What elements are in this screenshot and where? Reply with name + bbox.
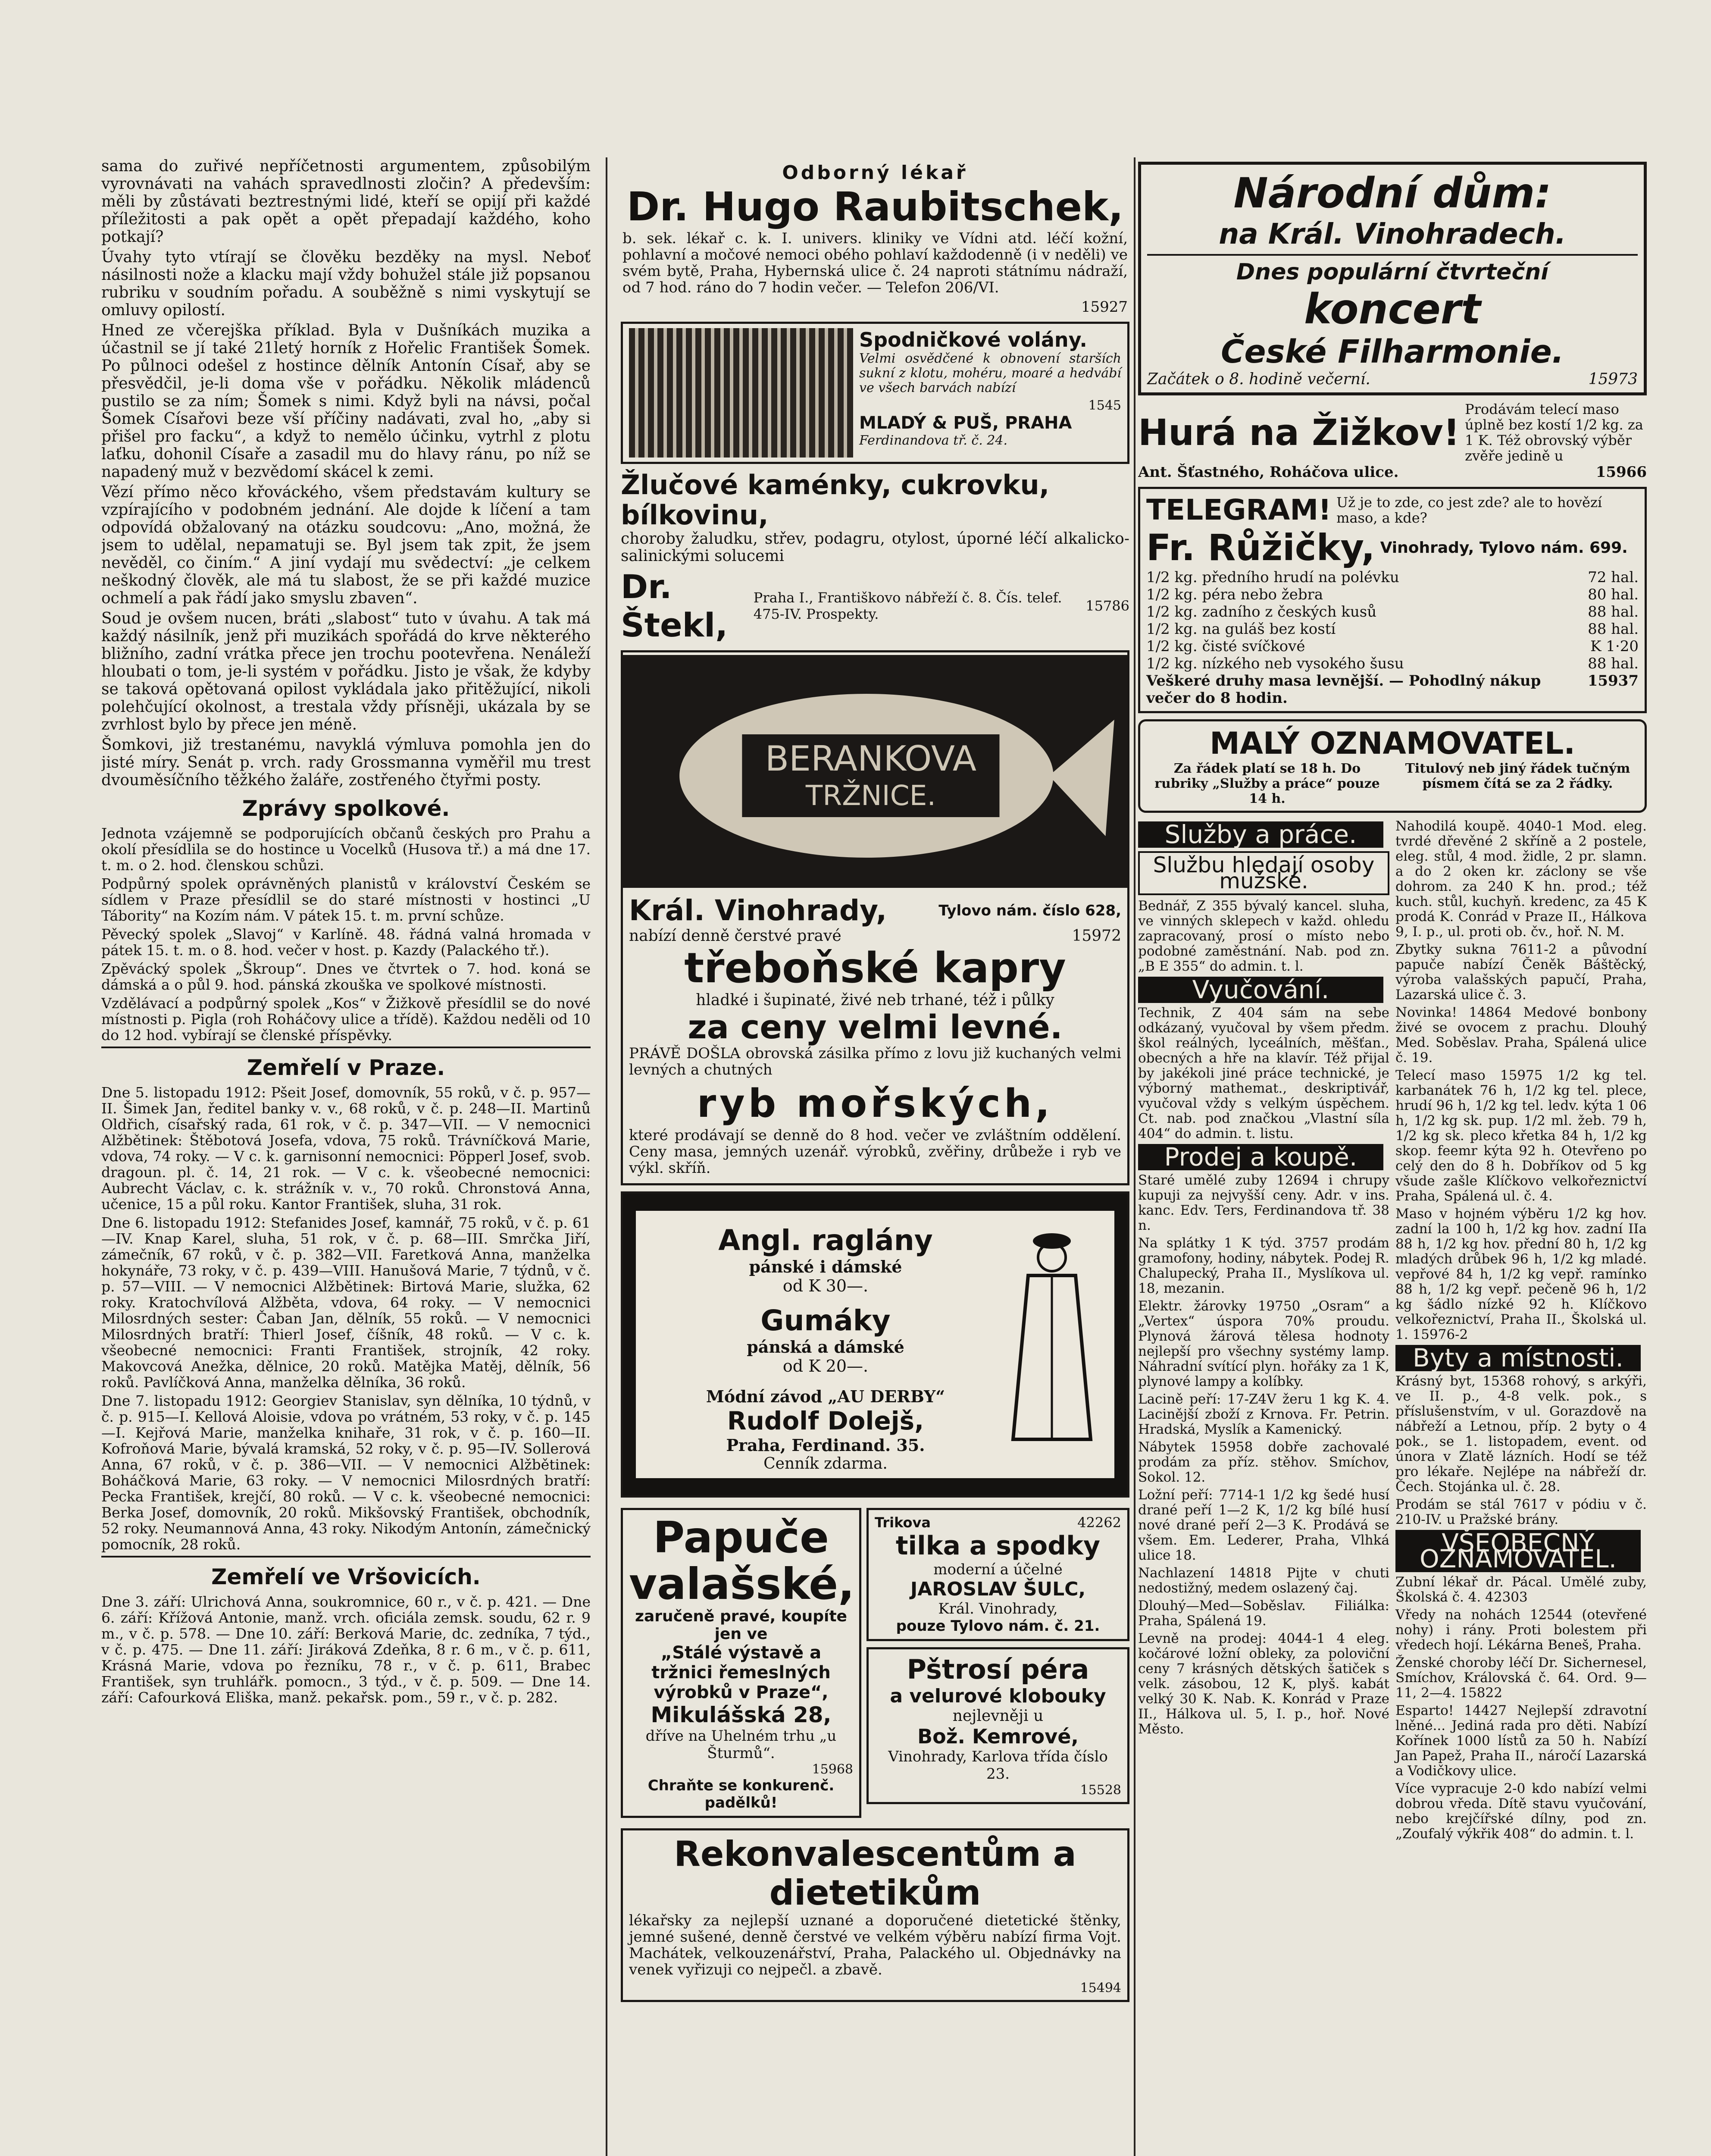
carp-icon xyxy=(623,655,1127,888)
ad-subtitle: na Král. Vinohradech. xyxy=(1219,217,1566,251)
ad-line: pánská a dámské xyxy=(747,1337,904,1357)
ad-title: tilka a spodky xyxy=(895,1531,1101,1561)
ad-raglan xyxy=(621,1191,1129,1498)
price-row xyxy=(1146,620,1639,638)
classified-ad: Nachlazení 14818 Pijte v chuti nedostižný, medem oslazený čaj. xyxy=(1138,1565,1389,1596)
ad-pstros xyxy=(866,1647,1129,1804)
classified-ad: Prodám se stál 7617 v pódiu v č. 210-IV. u Pražské brány. xyxy=(1395,1497,1647,1527)
ad-addr: pouze Tylovo nám. č. 21. xyxy=(896,1617,1100,1635)
classified-ad: Novinka! 14864 Medové bonbony živé se ovocem z prachu. Dlouhý Med. Soběslav. Praha, Spálená ulice č. 19. xyxy=(1395,1005,1647,1065)
ad-line: Gumáky xyxy=(760,1304,891,1337)
spolek-item: Vzdělávací a podpůrný spolek „Kos“ v Žižkově přesídlil se do nové místnosti p. Pigla (roh Roháčovy ulice a třídě). Každou neděli od 10 do 12 hod. vybírají se členské příspěvky. xyxy=(101,995,591,1044)
classified-ad: Staré umělé zuby 12694 i chrupy kupuji za nejvyšší ceny. Adr. v ins. kanc. Edv. Ters, Ferdinandova tř. 38 n. xyxy=(1138,1172,1389,1233)
ad-title: Rekonvalescentům a dietetikům xyxy=(674,1834,1076,1913)
ad-line: Praha, Ferdinand. 35. xyxy=(726,1435,925,1455)
ad-code: 15528 xyxy=(1080,1783,1121,1798)
ad-name: Dr. Hugo Raubitschek, xyxy=(626,184,1124,230)
ad-text: Dnes populární čtvrteční xyxy=(1236,259,1549,285)
classified-ad: Nábytek 15958 dobře zachovalé prodám za příz. stěhov. Smíchov, Sokol. 12. xyxy=(1138,1439,1389,1485)
column-rule xyxy=(606,157,607,2156)
classified-ad: Telecí maso 15975 1/2 kg tel. karbanátek 76 h, 1/2 kg tel. plece, hrudí 96 h, 1/2 kg tel. ledv. kýta 1 06 h, 1/2 kg sk. pup. 1/2 ml. žeb. 79 h, 1/2 kg sk. pleco křetka 84 h, 1/2 kg skop. feemr kýta 92 h. Otevřeno po celý den do 8 h. Dobříkov od 5 kg všude zašle Klíčkovo velkořeznictví Praha, Spálená ul. č. 4. xyxy=(1395,1068,1647,1204)
spolek-item: Jednota vzájemně se podporujících občanů českých pro Prahu a okolí přesídlila se do hostince u Vocelků (Husova tř.) a má dne 17. t. m. o 2. hod. členskou schůzi. xyxy=(101,825,591,874)
spolek-item: Pěvecký spolek „Slavoj“ v Karlíně. 48. řádná valná hromada v pátek 15. t. m. o 8. hod. večer v host. p. Kazdy (Palackého tř.). xyxy=(101,926,591,959)
classified-ad: Levně na prodej: 4044-1 4 eleg. kočárové ložní obleky, za poloviční ceny 7 krásných dětských šatiček s velk. zásobou, 12 K, plyš. kabát velký 30 K. Nab. K. Konrád v Praze II., Hálkova ul. 5, I. p., hoř. Nové Město. xyxy=(1138,1631,1389,1737)
ad-code: 15937 xyxy=(1587,672,1639,689)
classified-ad: Lacině peří: 17-Z4V žeru 1 kg K. 4. Lacinější zboží z Krnova. Fr. Petrin. Hradská, Myslík a Kamenický. xyxy=(1138,1391,1389,1437)
ad-code: 15494 xyxy=(1080,1981,1121,1996)
ad-firm: Ant. Šťastného, Roháčova ulice. xyxy=(1138,464,1399,481)
ad-ryby: ryb mořských, xyxy=(697,1081,1054,1126)
price-item: 1/2 kg. předního hrudí na polévku xyxy=(1146,569,1399,586)
ad-code: 15786 xyxy=(1085,598,1129,614)
classified-group xyxy=(1395,1374,1647,1527)
ad-text: a velurové klobouky xyxy=(890,1685,1106,1707)
classified-ad: Zubní lékař dr. Pácal. Umělé zuby, Školská č. 4. 42303 xyxy=(1395,1574,1647,1605)
classified-group xyxy=(1138,899,1389,974)
section-title-zemreli: Zemřelí v Praze. xyxy=(247,1055,445,1080)
ad-title: TELEGRAM! xyxy=(1146,493,1332,526)
ad-code: 15927 xyxy=(1081,298,1128,316)
ad-headline: koncert xyxy=(1304,285,1481,333)
ad-text: Prodávám telecí maso úplně bez kostí 1/2 kg. za 1 K. Též obrovský výběr zvěře jedině u xyxy=(1465,401,1643,464)
ad-stekl xyxy=(621,470,1129,644)
section-title-vrsovice: Zemřelí ve Vršovicích. xyxy=(211,1564,481,1589)
ad-code: 1545 xyxy=(1088,398,1121,413)
ad-title: Žlučové kaménky, cukrovku, bílkovinu, xyxy=(621,469,1050,531)
ad-title: valašské, xyxy=(629,1559,855,1609)
ad-text: choroby žaludku, střev, podagru, otylost, úporné léčí alkalicko-salinickými solucemi xyxy=(621,530,1129,565)
ad-tilka xyxy=(866,1508,1129,1641)
ad-line: pánské i dámské xyxy=(749,1257,902,1276)
price-row xyxy=(1146,655,1639,672)
classified-group xyxy=(1138,1173,1389,1737)
spolek-item: Podpůrný spolek oprávněných planistů v království Českém se sídlem v Praze přesídlil se do staré místnosti v hostinci „U Tábority“ na Kozím nám. V pátek 15. t. m. první schůze. xyxy=(101,875,591,924)
classified-ad: Maso v hojném výběru 1/2 kg hov. zadní la 100 h, 1/2 kg hov. zadní IIa 88 h, 1/2 kg hov. přední 80 h, 1/2 kg mladých drůbek 96 h, 1/2 kg mladé. vepřové 84 h, 1/2 kg vepř. ramínko 88 h, 1/2 kg vepř. pečeně 96 h, 1/2 kg šádlo nízké 92 h. Klíčkovo velkořeznictví, Praha II., Školská ul. 1. 15976-2 xyxy=(1395,1206,1647,1342)
man-in-coat-icon xyxy=(1002,1224,1101,1457)
ad-rekonvalescent xyxy=(621,1828,1129,2002)
ad-line: Cenník zdarma. xyxy=(763,1455,888,1473)
classified-columns xyxy=(1138,819,1647,1844)
section-title-spolky: Zprávy spolkové. xyxy=(242,796,450,821)
ad-price: za ceny velmi levné. xyxy=(688,1008,1063,1046)
ad-text: b. sek. lékař c. k. I. univers. kliniky ve Vídni atd. léčí kožní, pohlavní a močové nemoci obého pohlaví každodenně (i v neděli) ve svém bytě, Praha, Hybernská ulice č. 24 naproti státnímu nádraží, od 7 hod. ráno do 7 hodin večer. — Telefon 206/VI. xyxy=(622,230,1128,296)
fish-illustration xyxy=(623,655,1127,888)
ad-papuce xyxy=(621,1508,861,1818)
classified-group xyxy=(1395,819,1647,1342)
section-oznamovatel: VŠEOBECNÝ OZNAMOVATEL. xyxy=(1395,1530,1641,1572)
price-item: 1/2 kg. nízkého neb vysokého šusu xyxy=(1146,655,1404,672)
price-row xyxy=(1146,586,1639,603)
classified-ad: Elektr. žárovky 19750 „Osram“ a „Vertex“ úspora 70% proudu. Plynová žárová tělesa hodnoty nejlepší pro všechny systémy lamp. Náhradní svítící plyn. hořáky za 1 K, plynové lampy a kolíbky. xyxy=(1138,1298,1389,1389)
sign-line-2: TRŽNICE. xyxy=(805,780,936,812)
ad-addr: Vinohrady, Tylovo nám. 699. xyxy=(1380,539,1628,557)
classified-left xyxy=(1138,819,1389,1844)
section-hledaji: Službu hledají osoby mužské. xyxy=(1138,851,1389,895)
classified-ad: Krásný byt, 15368 rohový, s arkýři, ve II. p., 4-8 velk. pok., s příslušenstvím, v ul. Gorazdově na nábřeží a Letnou, příp. 2 byty o 4 pok., se 1. listopadem, event. od února v Zlatě lázních. Hodí se též pro lékaře. Nejlépe na nábřeží dr. Čech. Stojánka ul. č. 28. xyxy=(1395,1373,1647,1495)
ad-tail: dříve na Uhelném trhu „u Šturmů“. xyxy=(645,1727,837,1762)
ad-line: Angl. raglány xyxy=(718,1224,933,1257)
ad-raubitschek xyxy=(621,162,1129,316)
ad-title: Národní dům: xyxy=(1233,169,1551,217)
section-byty: Byty a místnosti. xyxy=(1395,1345,1641,1371)
price-row xyxy=(1146,569,1639,586)
ad-zizkov xyxy=(1138,401,1647,481)
ad-store: „Stálé výstavě a tržnici řemeslných výrobků v Praze“, xyxy=(651,1643,831,1702)
ad-title: Papuče xyxy=(653,1512,829,1563)
ad-label: Trikova xyxy=(875,1514,931,1531)
spolky-list xyxy=(101,825,591,1043)
price-list xyxy=(1146,569,1639,672)
zemreli-item: Dne 7. listopadu 1912: Georgiev Stanislav, syn dělníka, 10 týdnů, v č. p. 915—I. Kellová Aloisie, vdova po vrátném, 53 roky, v č. p. 145—I. Kejřová Marie, manželka knihaře, 31 rok, v č. p. 160—II. Kofroňová Marie, bývalá kramská, 52 roky, v č. p. 95—IV. Sollerová Anna, 67 roků, v č. p. 386—VII. — V nemocnici Alžbětinek: Boháčková Marie, 63 roky. — V nemocnici Milosrdných bratří: Pecka František, krejčí, 80 roků. — V c. k. všeobecné nemocnici: Berka Josef, domovník, 20 roků. Mikšovský František, obchodník, 52 roky. Neumannová Anna, 43 roky. Nikodým Antonín, zámečnický pomocník, 28 roků. xyxy=(101,1392,591,1553)
ad-telegram xyxy=(1138,487,1647,713)
paragraph: Hned ze včerejška příklad. Byla v Dušníkách muzika a účastnil se jí také 21letý horník z Hořelic František Šomek. Po půlnoci odešel z hostince dělník Antonín Císař, aby se přesvědčil, je-li doma vše v pořádku. Několik mládenců pustilo se za ním; Šomek s nimi. Když byli na návsi, počal Šomek Císařovi beze vší příčiny nadávati, zval ho, „aby si přišel pro facku“, a když to nemělo účinku, vytrhl z plotu laťku, dohonil Císaře a zasadil mu do hlavy ránu, po níž se napadený muž v bezvědomí skácel k zemi. xyxy=(101,322,591,481)
price-value: 72 hal. xyxy=(1588,569,1639,586)
ad-name: JAROSLAV ŠULC, xyxy=(910,1578,1086,1600)
ad-line: od K 20—. xyxy=(782,1357,869,1376)
price-value: K 1·20 xyxy=(1590,638,1639,655)
zemreli-item: Dne 5. listopadu 1912: Pšeit Josef, domovník, 55 roků, v č. p. 957—II. Šimek Jan, ředitel banky v. v., 68 roků, v č. p. 248—II. Martinů Oldřich, císařský rada, 61 rok, v č. p. 347—VII. — V nemocnici Alžbětinek: Štěbotová Josefa, vdova, 75 roků. Trávníčková Marie, vdova, 74 roky. — V c. k. garnisonní nemocnici: Pöpperl Josef, svob. dragoun. pl. č. 14, 21 rok. — V c. k. všeobecné nemocnici: Aubrecht Václav, c. k. strážník v. v., 70 roků. Chronstová Anna, učenice, 15 a půl roku. Kantor František, sluha, 31 rok. xyxy=(101,1084,591,1213)
ad-text: zaručeně pravé, koupíte jen ve xyxy=(635,1608,847,1643)
column-rule xyxy=(1134,157,1135,2156)
column-left xyxy=(101,157,591,2156)
ad-berankova xyxy=(621,650,1129,1185)
ad-kicker: Odborný lékař xyxy=(782,162,968,184)
ad-code: 15973 xyxy=(1588,370,1638,388)
paragraph: Vězí přímo něco křováckého, všem představám kultury se vzpírajícího v podobném jednání. Ale dojde k líčení a tam odpovídá obžalovaný na otázku soudcovu: „Ano, možná, že jsem to udělal, nepamatuji se. Byl jsem tak zpit, že jsem nevěděl, co činím.“ A jiní vydají mu svědectví: „je celkem neškodný člověk, ale má tu slabost, že se při každé muzice ochmelí a pak řádí jako smyslu zbaven“. xyxy=(101,483,591,607)
ad-addr: Vinohrady, Karlova třída číslo 23. xyxy=(888,1748,1108,1783)
ad-tail: které prodávají se denně do 8 hod. večer ve zvláštním oddělení. Ceny masa, jemných uzenář. výrobků, zvěřiny, drůbeže i ryb ve výkl. skříň. xyxy=(629,1127,1121,1177)
paragraph: Soud je ovšem nucen, bráti „slabost“ tuto v úvahu. A tak má každý násilník, jenž při muzikách spořádá do krve některého bližního, zadní vrátka přece jen trochu pootevřena. Nenáleží hloubati o tom, je-li systém v pořádku. Jisto je však, že kdyby se taková opětovaná opilost vykládala jako přitěžující, nikoli polehčující okolnost, a trestala vždy přísněji, ukázala by se zvrhlost bylo by přece jen méně. xyxy=(101,610,591,733)
classified-group xyxy=(1395,1575,1647,1842)
skirt-illustration xyxy=(629,328,853,458)
ad-addr: Tylovo nám. číslo 628, xyxy=(938,902,1121,919)
ad-name: Bož. Kemrové, xyxy=(917,1725,1079,1748)
sign-line-1: BERANKOVA xyxy=(765,738,977,779)
ad-title: Pštrosí péra xyxy=(907,1654,1089,1685)
ad-narodni-dum xyxy=(1138,162,1647,395)
ad-kapry-text: hladké i šupinaté, živé neb trhané, též i půlky xyxy=(696,991,1054,1009)
ad-addr: Král. Vinohrady, xyxy=(938,1600,1058,1617)
classified-right xyxy=(1395,819,1647,1844)
price-row xyxy=(1146,603,1639,620)
ad-text: moderní a účelné xyxy=(933,1561,1063,1578)
column-middle xyxy=(621,157,1129,2156)
ad-addr: Praha I., Františkovo nábřeží č. 8. Čís. telef. 475-IV. Prospekty. xyxy=(753,589,1062,622)
classified-ad: Ložní peří: 7714-1 1/2 kg šedé husí drané peří 1—2 K, 1/2 kg bílé husí nové drané peří 2—3 K. Prodává se všem. Em. Lederer, Praha, Vlhká ulice 18. xyxy=(1138,1487,1389,1563)
section-vyucovani: Vyučování. xyxy=(1138,977,1383,1003)
ad-text: lékařsky za nejlepší uznané a doporučené dietetické štěnky, jemné sušené, denně čerstvé ve velkém výběru nabízí firma Vojt. Machátek, velkouzenářství, Praha, Palackého ul. Objednávky na venek vyřizuji co nejpečl. a zbavě. xyxy=(629,1912,1121,1978)
ad-dosla: PRÁVĚ DOŠLA obrovská zásilka přímo z lovu již kuchaných velmi levných a chutných xyxy=(629,1045,1121,1078)
classified-ad: Dlouhý—Med—Soběslav. Filiálka: Praha, Spálená 19. xyxy=(1138,1598,1389,1629)
ad-code: 15968 xyxy=(812,1762,853,1777)
classified-ad: Nahodilá koupě. 4040-1 Mod. eleg. tvrdé dřevěné 2 skříně a 2 postele, eleg. stůl, 4 mod. židle, 2 pr. slamn. a do 2 oken kr. záclony se vše dohrom. za 240 K hn. prod.; též kuch. stůl, kuchyň. kredenc, za 45 K prodá K. Conrád v Praze II., Hálkova 9, I. p., ul. proti ob. čv., hoř. N. M. xyxy=(1395,818,1647,940)
price-row xyxy=(1146,638,1639,655)
ad-text: Titulový neb jiný řádek tučným písmem čítá se za 2 řádky. xyxy=(1405,761,1630,791)
classified-ad: Více vypracuje 2-0 kdo nabízí velmi dobrou vředa. Dítě stavu vyučování, nebo krejčířské dílny, pod zn. „Zoufalý výkřik 408“ do admin. t. l. xyxy=(1395,1781,1647,1842)
classified-ad: Vředy na nohách 12544 (otevřené nohy) i rány. Proti bolestem při vředech hojí. Lékárna Beneš, Praha. xyxy=(1395,1607,1647,1653)
price-item: 1/2 kg. čisté svíčkové xyxy=(1146,638,1305,655)
ad-text: Velmi osvědčené k obnovení starších sukní z klotu, mohéru, moaré a hedvábí ve všech barvách nabízí xyxy=(859,351,1121,395)
spolek-item: Zpěvácký spolek „Škroup“. Dnes ve čtvrtek o 7. hod. koná se dámská a o půl 9. hod. pánská zkouška ve spolkové místnosti. xyxy=(101,960,591,993)
ad-title: MALÝ OZNAMOVATEL. xyxy=(1210,726,1575,761)
ad-line: od K 30—. xyxy=(782,1276,869,1295)
ad-place: Král. Vinohrady, xyxy=(629,894,887,927)
classified-ad: Zbytky sukna 7611-2 a původní papuče nabízí Čeněk Báštěcký, výroba valašských papučí, Praha, Lazarská ulice č. 3. xyxy=(1395,942,1647,1003)
ad-text: Už je to zde, co jest zde? ale to hovězí maso, a kde? xyxy=(1336,494,1602,526)
ad-code: 15972 xyxy=(1072,927,1121,945)
ad-tail: Veškeré druhy masa levnější. — Pohodlný nákup večer do 8 hodin. xyxy=(1146,672,1541,707)
paragraph: sama do zuřivé nepříčetnosti argumentem, způsobilým vyrovnávati na vahách spravedlnosti zločin? A především: měli by zůstávati beztrestnými lidé, kteří se opijí při každé příležitosti a pak opět a opět přepadají každého, koho potkají? xyxy=(101,157,591,246)
ad-line: Módní závod „AU DERBY“ xyxy=(706,1387,945,1406)
ad-title: Hurá na Žižkov! xyxy=(1138,411,1460,454)
price-item: 1/2 kg. na guláš bez kostí xyxy=(1146,620,1336,638)
ad-name: Fr. Růžičky, xyxy=(1146,526,1375,569)
ad-firm: MLADÝ & PUŠ, PRAHA xyxy=(859,413,1072,433)
ad-line: Rudolf Dolejš, xyxy=(727,1406,924,1435)
classified-ad: Na splátky 1 K týd. 3757 prodám gramofony, hodiny, nábytek. Podej R. Chalupecký, Praha II., Myslíkova ul. 18, mezanin. xyxy=(1138,1235,1389,1296)
ad-kapry: třeboňské kapry xyxy=(684,944,1066,992)
maly-oznamovatel-header xyxy=(1138,719,1647,813)
ad-text: nejlevněji u xyxy=(952,1707,1044,1725)
section-prodej: Prodej a koupě. xyxy=(1138,1144,1383,1170)
price-value: 88 hal. xyxy=(1588,603,1639,620)
vrsovice-text: Dne 3. září: Ulrichová Anna, soukromnice, 60 r., v č. p. 421. — Dne 6. září: Křížová Antonie, manž. vrch. oficiála zemsk. soudu, 62 r. 9 m., v č. p. 578. — Dne 10. září: Berková Marie, dc. zedníka, 7 týd., v č. p. 475. — Dne 11. září: Jiráková Zdeňka, 8 r. 6 m., v č. p. 611, Krásná Marie, vdova po řezníku, 78 r., v č. p. 611, Brabec František, syn truhlářk. pomocn., 3 týd., v č. p. 509. — Dne 14. září: Cafourková Eliška, manž. pekařsk. pom., 59 r., v č. p. 282. xyxy=(101,1593,591,1706)
article-opilost xyxy=(101,157,591,789)
ad-addr: Ferdinandova tř. č. 24. xyxy=(859,433,1007,448)
divider xyxy=(101,1556,591,1557)
price-value: 88 hal. xyxy=(1588,620,1639,638)
classified-ad: Esparto! 14427 Nejlepší zdravotní lněné... Jediná rada pro děti. Nabízí Kořínek 1000 lístů za 50 h. Nabízí Jan Papež, Praha II., náročí Lazarská a Vodičkovy ulice. xyxy=(1395,1703,1647,1779)
classified-group xyxy=(1138,1006,1389,1141)
price-value: 80 hal. xyxy=(1588,586,1639,603)
ad-text: Za řádek platí se 18 h. Do rubriky „Služby a práce“ pouze 14 h. xyxy=(1154,761,1380,806)
price-value: 88 hal. xyxy=(1588,655,1639,672)
ad-headline: České Filharmonie. xyxy=(1221,333,1564,370)
ad-volany xyxy=(621,322,1129,464)
classified-ad: Technik, Z 404 sám na sebe odkázaný, vyučoval by všem předm. škol reálných, lyceálních, měšťan., obecných a hře na klavír. Též přijal by jakékoli jiné práce technické, je výborný mathemat., deskriptivář, vyučoval vždy s velkým úspěchem. Ct. nab. pod značkou „Vlastní síla 404“ do admin. t. listu. xyxy=(1138,1005,1389,1141)
zemreli-list xyxy=(101,1084,591,1552)
column-right xyxy=(1138,157,1647,2156)
ad-name: Dr. Štekl, xyxy=(621,567,728,644)
ad-lead: nabízí denně čerstvé pravé xyxy=(629,927,841,945)
price-item: 1/2 kg. péra nebo žebra xyxy=(1146,586,1323,603)
ad-code: 15966 xyxy=(1595,464,1647,481)
ad-addr: Mikulášská 28, xyxy=(651,1702,832,1727)
divider xyxy=(101,1047,591,1048)
ad-title: Spodničkové volány. xyxy=(859,328,1087,351)
paragraph: Šomkovi, již trestanému, navyklá výmluva pomohla jen do jisté míry. Senát p. vrch. rady Grossmanna vyměřil mu trest dvouměsíčního těžkého žaláře, zostřeného čtyřmi posty. xyxy=(101,736,591,789)
classified-ad: Bednář, Z 355 bývalý kancel. sluha, ve vinných sklepech v každ. ohledu zapracovaný, prosí o místo nebo podobné zaměstnání. Nab. pod zn. „B E 355“ do admin. t. l. xyxy=(1138,898,1389,974)
section-sluzby: Služby a práce. xyxy=(1138,821,1383,848)
ad-warn: Chraňte se konkurenč. padělků! xyxy=(647,1777,835,1811)
classified-ad: Ženské choroby léčí Dr. Sichernesel, Smíchov, Královská č. 64. Ord. 9—11, 2—4. 15822 xyxy=(1395,1655,1647,1701)
ad-time: Začátek o 8. hodině večerní. xyxy=(1147,370,1370,388)
zemreli-item: Dne 6. listopadu 1912: Stefanides Josef, kamnář, 75 roků, v č. p. 61—IV. Knap Karel, sluha, 51 rok, v č. p. 68—III. Smrčka Jiří, zámečník, 67 roků, v č. p. 382—VII. Faretková Anna, manželka hokynáře, 73 roky, v č. p. 439—VIII. Hanušová Marie, 7 týdnů, v č. p. 57—VIII. — V nemocnici Alžbětinek: Birtová Marie, služka, 62 roky. Kratochvílová Alžběta, vdova, 64 roky. — V nemocnici Milosrdných sester: Čaban Jan, dělník, 55 roků. — V nemocnici Milosrdných bratří: Thierl Josef, číšník, 48 roků. — V c. k. všeobecné nemocnici: Franti František, strojník, 42 roky. Makovcová Anežka, dělnice, 20 roků. Matějka Matěj, dělník, 56 roků. Pavlíčková Anna, manželka dělníka, 36 roků. xyxy=(101,1214,591,1391)
price-item: 1/2 kg. zadního z českých kusů xyxy=(1146,603,1377,620)
ad-code: 42262 xyxy=(1077,1514,1121,1531)
paragraph: Úvahy tyto vtírají se člověku bezděky na mysl. Neboť násilnosti nože a klacku mají vždy bohužel stále již popsanou rubriku v soudním pořadu. A souběžně s nimi vyskytují se omluvy opilostí. xyxy=(101,248,591,319)
